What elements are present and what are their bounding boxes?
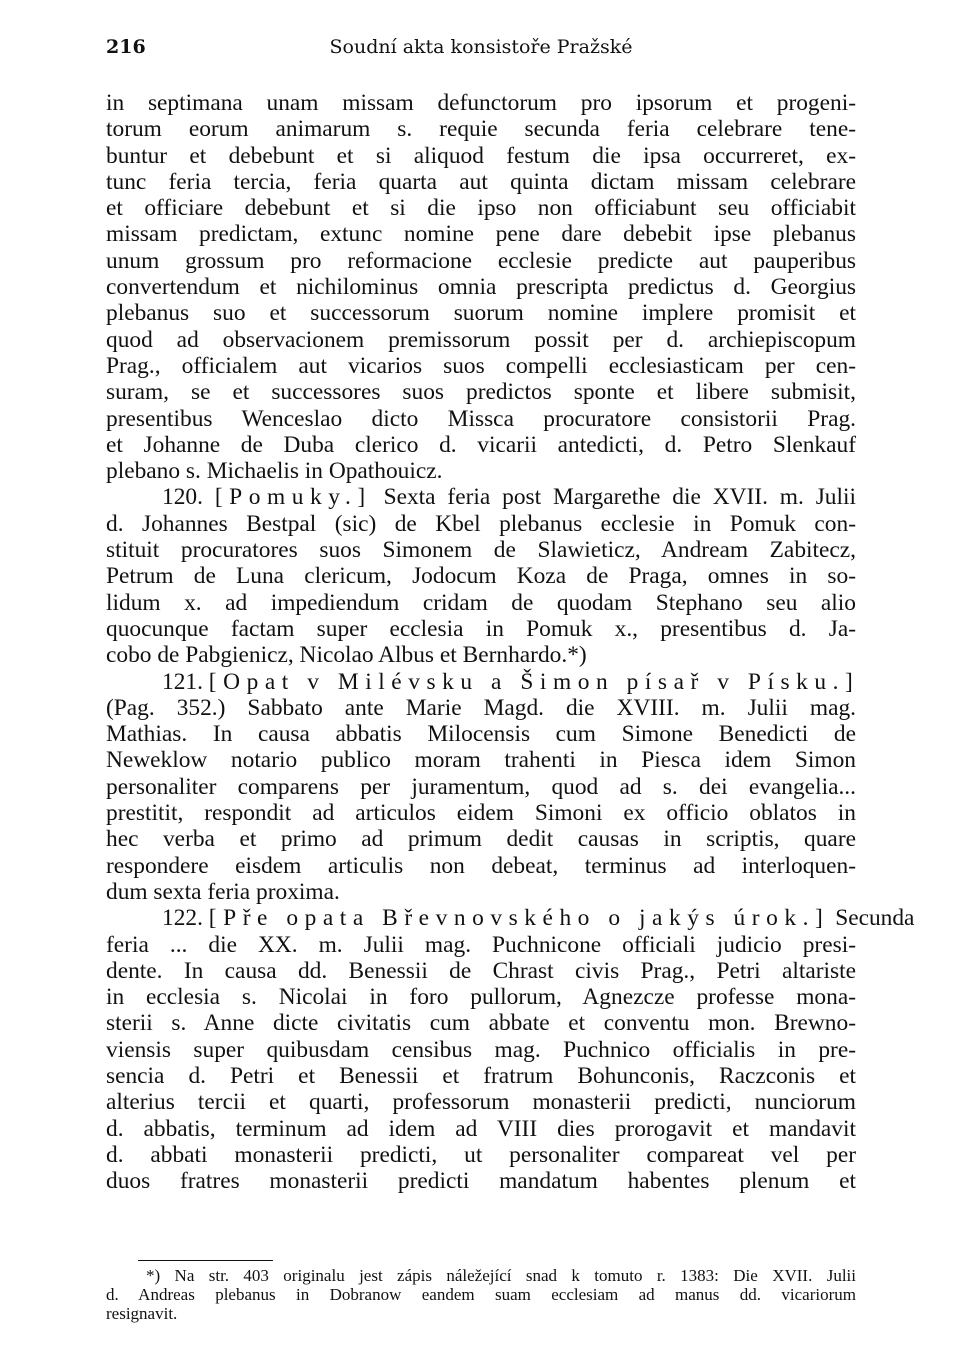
text-line: sterii s. Anne dicte civitatis cum abbate et conventu mon. Brewno- [106, 1010, 856, 1037]
text-line: sencia d. Petri et Benessii et fratrum Bohunconis, Raczconis et [106, 1062, 856, 1089]
text-line: in ecclesia s. Nicolai in foro pullorum, Agnezcze professe mona- [106, 984, 856, 1011]
text-line: in septimana unam missam defunctorum pro ipsorum et progeni- [106, 90, 856, 116]
entry-heading: [Pomuky.] [214, 484, 372, 511]
text-line: stituit procuratores suos Simonem de Slawieticz, Andream Zabitecz, [106, 537, 856, 564]
text-line: Mathias. In causa abbatis Milocensis cum Simone Benedicti de [106, 721, 856, 748]
entry-121-first-line [106, 668, 860, 695]
text-line: respondere eisdem articulis non debeat, terminus ad interloquen- [106, 852, 856, 879]
footnote-divider [138, 1260, 273, 1261]
text-line: et officiare debebunt et si die ipso non officiabunt seu officiabit [106, 195, 856, 222]
text-line: prestitit, respondit ad articulos eidem Simoni ex officio oblatos in [106, 800, 856, 827]
text-line: plebano s. Michaelis in Opathouicz. [106, 458, 443, 485]
entry-date: Secunda [835, 905, 915, 932]
text-line: duos fratres monasterii predicti mandatum habentes plenum et [106, 1168, 856, 1195]
text-line: cobo de Pabgienicz, Nicolao Albus et Bernhardo.*) [106, 642, 587, 669]
page-header [106, 36, 856, 64]
footnote-line: *) Na str. 403 originalu jest zápis náležející snad k tomuto r. 1383: Die XVII. Julii [146, 1266, 856, 1285]
text-line: hec verba et primo ad primum dedit causas in scriptis, quare [106, 826, 856, 853]
text-line: d. abbati monasterii predicti, ut personaliter compareat vel per [106, 1141, 856, 1168]
text-line: dente. In causa dd. Benessii de Chrast civis Prag., Petri altariste [106, 957, 856, 984]
text-line: viensis super quibusdam censibus mag. Puchnico officialis in pre- [106, 1036, 856, 1063]
entry-date: Sexta feria post Margarethe die XVII. m. Julii [383, 484, 856, 511]
footnote [106, 1266, 856, 1323]
text-line: plebanus suo et successorum suorum nomine implere promisit et [106, 300, 856, 327]
text-line: dum sexta feria proxima. [106, 878, 340, 905]
entry-122-first-line [106, 905, 915, 932]
entry-heading: [Opat v Milévsku a Šimon písař v Písku.] [208, 668, 860, 695]
main-text [106, 90, 915, 1195]
text-line: quod ad observacionem premissorum possit per d. archiepiscopum [106, 326, 856, 353]
text-line: suram, se et successores suos predictos sponte et libere submisit, [106, 379, 856, 406]
text-line: tunc feria tercia, feria quarta aut quinta dictam missam celebrare [106, 168, 856, 195]
text-line: d. Johannes Bestpal (sic) de Kbel plebanus ecclesie in Pomuk con- [106, 510, 856, 537]
entry-120-first-line [106, 484, 856, 510]
text-line: quocunque factam super ecclesia in Pomuk x., presentibus d. Ja- [106, 615, 856, 642]
entry-number: 121. [162, 668, 203, 695]
entry-number: 122. [162, 905, 203, 932]
text-line: convertendum et nichilominus omnia prescripta predictus d. Georgius [106, 274, 856, 301]
footnote-line: resignavit. [106, 1304, 178, 1323]
entry-number: 120. [162, 484, 203, 511]
text-line: lidum x. ad impediendum cridam de quodam Stephano seu alio [106, 589, 856, 616]
text-line: alterius tercii et quarti, professorum monasterii predicti, nunciorum [106, 1089, 856, 1116]
text-line: et Johanne de Duba clerico d. vicarii antedicti, d. Petro Slenkauf [106, 431, 856, 458]
text-line: missam predictam, extunc nomine pene dare debebit ipse plebanus [106, 221, 856, 248]
page-number: 216 [106, 36, 146, 58]
text-line: d. abbatis, terminum ad idem ad VIII dies prorogavit et mandavit [106, 1115, 856, 1142]
text-line: Petrum de Luna clericum, Jodocum Koza de Praga, omnes in so- [106, 563, 856, 590]
text-line: Prag., officialem aut vicarios suos compelli ecclesiasticam per cen- [106, 352, 856, 379]
text-line: personaliter comparens per juramentum, quod ad s. dei evangelia... [106, 773, 856, 800]
footnote-line: d. Andreas plebanus in Dobranow eandem suam ecclesiam ad manus dd. vicariorum [106, 1285, 856, 1304]
entry-heading: [Pře opata Břevnovského o jakýs úrok.] [208, 905, 830, 932]
text-line: (Pag. 352.) Sabbato ante Marie Magd. die XVIII. m. Julii mag. [106, 694, 856, 721]
text-line: feria ... die XX. m. Julii mag. Puchnicone officiali judicio presi- [106, 931, 856, 958]
text-line: unum grossum pro reformacione ecclesie predicte aut pauperibus [106, 247, 856, 274]
text-line: presentibus Wenceslao dicto Missca procuratore consistorii Prag. [106, 405, 856, 432]
text-line: buntur et debebunt et si aliquod festum die ipsa occurreret, ex- [106, 142, 856, 169]
text-line: Neweklow notario publico moram trahenti in Piesca idem Simon [106, 747, 856, 774]
running-title: Soudní akta konsistoře Pražské [329, 36, 633, 58]
text-line: torum eorum animarum s. requie secunda feria celebrare tene- [106, 116, 856, 143]
